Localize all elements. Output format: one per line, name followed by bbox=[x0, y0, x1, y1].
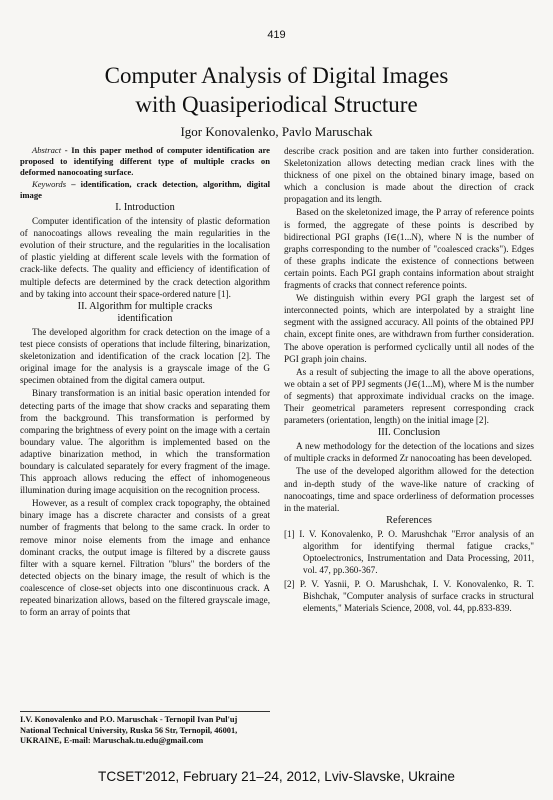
algorithm-paragraph-1: The developed algorithm for crack detection on the image of a test piece consists of operations that include filtering, binarization, skeletonization and identification of the crack location [2]. The original image for the analysis is a grayscale image of the G specimen obtained from the digital camera output. bbox=[20, 326, 270, 386]
right-column bbox=[284, 145, 534, 617]
left-column bbox=[20, 145, 270, 619]
algorithm-paragraph-5: We distinguish within every PGI graph the largest set of interconnected points, which are interpolated by a straight line segment with the assigned accuracy. All points of the obtained PPJ chain, except finite ones, are withdrawn from further consideration. The above operation is performed cyclically until all nodes of the PGI graph join chains. bbox=[284, 293, 534, 364]
section-heading-algorithm bbox=[20, 301, 270, 325]
algorithm-paragraph-3: However, as a result of complex crack topography, the obtained binary image has a discrete character and consists of a great number of fragments that belong to the same crack. In order to remove minor noise elements from the image and enhance dominant cracks, the output image is filtered by a discrete gauss filter with a square kernel. Filtration "blurs" the borders of the detected objects on the binary image, the result of which is the coalescence of close-set objects into one discontinuous crack. A repeated binarization allows, based on the filtered grayscale image, to form an array of points that bbox=[20, 498, 270, 618]
section-heading-conclusion: III. Conclusion bbox=[377, 427, 441, 439]
section-heading-algorithm-line2: identification bbox=[117, 312, 173, 324]
conference-footer: TCSET'2012, February 21–24, 2012, Lviv-Slavske, Ukraine bbox=[98, 769, 455, 784]
section-heading-algorithm-line1: II. Algorithm for multiple cracks bbox=[77, 300, 213, 312]
abstract-label: Abstract bbox=[32, 145, 62, 155]
abstract bbox=[20, 145, 270, 178]
footnote-line: I.V. Konovalenko and P.O. Maruschak - Ternopil Ivan Pul'uj bbox=[20, 715, 238, 724]
algorithm-paragraph-3-continued: describe crack position and are taken into further consideration. Skeletonization allows detecting median crack lines with the thickness of one pixel on the obtained binary image, based on which a conclusion is made about the direction of crack propagation and its length. bbox=[284, 146, 534, 205]
reference-item: [1] I. V. Konovalenko, P. O. Marushchak "Error analysis of an algorithm for identifying thermal fatigue cracks," Optoelectronics, Instrumentation and Data Processing, 2011, vol. 47, pp.360-367. bbox=[284, 528, 534, 576]
keywords-label: Keywords bbox=[32, 179, 67, 189]
section-heading-introduction: I. Introduction bbox=[115, 202, 175, 213]
footnote-line: UKRAINE, E-mail: Maruschak.tu.edu@gmail.com bbox=[20, 736, 204, 746]
section-heading-references: References bbox=[386, 514, 432, 526]
reference-item: [2] P. V. Yasnii, P. O. Marushchak, I. V. Konovalenko, R. T. Bishchak, "Computer analysis of surface cracks in structural elements," Materials Science, 2008, vol. 44, pp.833-839. bbox=[284, 579, 534, 614]
keywords bbox=[20, 179, 270, 201]
intro-paragraph: Computer identification of the intensity of plastic deformation of nanocoatings allows revealing the main regularities in the evolution of their structure, and the regularities in the localisation of plastic yielding at different scale levels with the formation of crack-like defects. The quality and efficiency of identification of multiple defects are determined by the crack detection algorithm and by taking into account their space-ordered nature [1]. bbox=[20, 216, 270, 299]
page-number: 419 bbox=[267, 29, 286, 41]
conclusion-paragraph-2: The use of the developed algorithm allowed for the detection and in-depth study of the wave-like nature of cracking of nanocoatings, time and space orderliness of deformation processes in the material. bbox=[284, 466, 534, 513]
keywords-text: – identification, crack detection, algorithm, digital image bbox=[20, 179, 270, 200]
algorithm-paragraph-4: Based on the skeletonized image, the P array of reference points is formed, the aggregate of these points is described by bidirectional PGI graphs (I∈(1...N), where N is the number of graphs corresponding to the number of "coalesced cracks"). Edges of these graphs indicate the existence of connections between certain points. Each PGI graph contains information about straight fragments of cracks that connect reference points. bbox=[284, 207, 534, 291]
paper-title-line2: with Quasiperiodical Structure bbox=[135, 92, 418, 117]
author-affiliation-footnote bbox=[20, 711, 270, 747]
algorithm-paragraph-6: As a result of subjecting the image to all the above operations, we obtain a set of PPJ segments (J∈(1...M), where M is the number of segments) that approximate individual cracks on the image. Their geometrical parameters represent corresponding crack parameters (orientation, length) on the initial image [2]. bbox=[284, 366, 534, 426]
reference-list bbox=[284, 528, 534, 615]
footnote-line: National Technical University, Ruska 56 Str, Ternopil, 46001, bbox=[20, 725, 238, 735]
authors: Igor Konovalenko, Pavlo Maruschak bbox=[180, 124, 373, 139]
algorithm-paragraph-2: Binary transformation is an initial basic operation intended for detecting parts of the image that show cracks and separating them from the background. This transformation is performed by comparing the brightness of every point on the image with a certain boundary value. The algorithm is implemented based on the adaptive binarization method, in which the transformation boundary is calculated separately for every fragment of the image. This approach allows reducing the effect of inhomogeneous illumination during image acquisition on the recognition process. bbox=[20, 388, 270, 496]
paper-title-line1: Computer Analysis of Digital Images bbox=[104, 63, 449, 88]
abstract-text: - In this paper method of computer identification are proposed to identifying different type of multiple cracks on deformed nanocoating surface. bbox=[20, 145, 270, 177]
conclusion-paragraph-1: A new methodology for the detection of the locations and sizes of multiple cracks in deformed Zr nanocoating has been developed. bbox=[284, 441, 534, 464]
